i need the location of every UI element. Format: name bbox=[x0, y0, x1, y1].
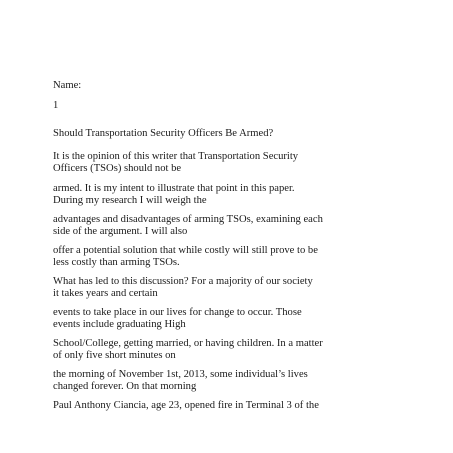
document-title: Should Transportation Security Officers Be Armed? bbox=[53, 128, 274, 139]
paragraph-line: Officers (TSOs) should not be bbox=[53, 163, 182, 174]
paragraph-line: School/College, getting married, or having children. In a matter bbox=[53, 338, 323, 349]
paragraph bbox=[53, 369, 448, 393]
paragraph-line: it takes years and certain bbox=[53, 288, 158, 299]
paragraph-line: side of the argument. I will also bbox=[53, 226, 188, 237]
paragraph bbox=[53, 400, 448, 412]
paragraph-line: of only five short minutes on bbox=[53, 350, 176, 361]
paragraph bbox=[53, 214, 448, 238]
paragraph-line: events include graduating High bbox=[53, 319, 186, 330]
paragraph bbox=[53, 183, 448, 207]
paragraph-line: less costly than arming TSOs. bbox=[53, 257, 180, 268]
paragraph bbox=[53, 276, 448, 300]
paragraph bbox=[53, 245, 448, 269]
paragraph-line: offer a potential solution that while costly will still prove to be bbox=[53, 245, 318, 256]
paragraph-line: the morning of November 1st, 2013, some individual’s lives bbox=[53, 369, 308, 380]
paragraph-line: events to take place in our lives for change to occur. Those bbox=[53, 307, 302, 318]
paragraph bbox=[53, 151, 448, 175]
paragraph-line: It is the opinion of this writer that Transportation Security bbox=[53, 151, 299, 162]
page-number: 1 bbox=[53, 100, 59, 111]
name-label: Name: bbox=[53, 80, 82, 91]
paragraph-line: armed. It is my intent to illustrate that point in this paper. bbox=[53, 183, 295, 194]
paragraph bbox=[53, 307, 448, 331]
paragraph-line: Paul Anthony Ciancia, age 23, opened fire in Terminal 3 of the bbox=[53, 400, 319, 411]
paragraph bbox=[53, 338, 448, 362]
paragraph-line: What has led to this discussion? For a majority of our society bbox=[53, 276, 313, 287]
paragraph-line: During my research I will weigh the bbox=[53, 195, 207, 206]
paragraph-line: changed forever. On that morning bbox=[53, 381, 197, 392]
paragraph-line: advantages and disadvantages of arming TSOs, examining each bbox=[53, 214, 323, 225]
